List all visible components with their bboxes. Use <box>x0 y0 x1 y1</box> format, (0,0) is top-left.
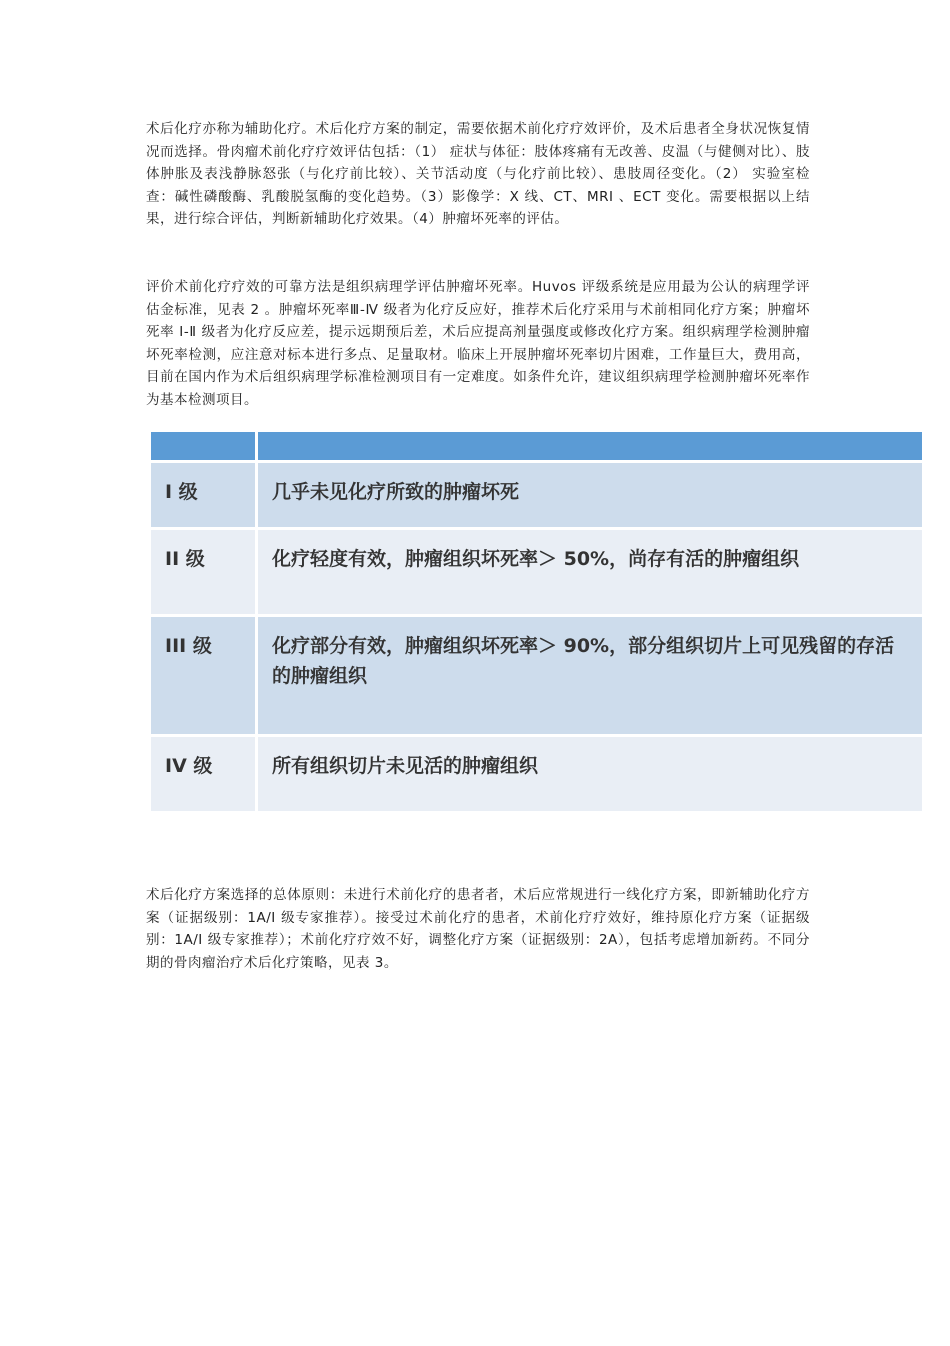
description-cell: 化疗轻度有效，肿瘤组织坏死率＞ 50%，尚存有活的肿瘤组织 <box>257 529 923 616</box>
huvos-grading-table <box>151 432 922 811</box>
description-cell: 几乎未见化疗所致的肿瘤坏死 <box>257 462 923 529</box>
grade-cell: II 级 <box>151 529 257 616</box>
description-cell: 所有组织切片未见活的肿瘤组织 <box>257 736 923 812</box>
table-row <box>151 616 922 736</box>
description-cell: 化疗部分有效，肿瘤组织坏死率＞ 90%，部分组织切片上可见残留的存活的肿瘤组织 <box>257 616 923 736</box>
grade-cell: IV 级 <box>151 736 257 812</box>
paragraph-postop-chemo-principles: 术后化疗方案选择的总体原则：未进行术前化疗的患者者，术后应常规进行一线化疗方案，即新辅助化疗方案（证据级别：1A/I 级专家推荐）。接受过术前化疗的患者，术前化疗疗效好，维持原化疗方案（证据级别：1A/I 级专家推荐）；术前化疗疗效不好，调整化疗方案（证据级别：2A），包括考虑增加新药。不同分期的骨肉瘤治疗术后化疗策略，见表 3。 <box>146 887 810 971</box>
paragraph-necrosis-evaluation: 评价术前化疗疗效的可靠方法是组织病理学评估肿瘤坏死率。Huvos 评级系统是应用最为公认的病理学评估金标准，见表 2 。肿瘤坏死率Ⅲ-Ⅳ 级者为化疗反应好，推荐术后化疗采用与术前相同化疗方案；肿瘤坏死率 Ⅰ-Ⅱ 级者为化疗反应差，提示远期预后差，术后应提高剂量强度或修改化疗方案。组织病理学检测肿瘤坏死率检测，应注意对标本进行多点、足量取材。临床上开展肿瘤坏死率切片困难，工作量巨大，费用高， 目前在国内作为术后组织病理学标准检测项目有一定难度。如条件允许，建议组织病理学检测肿瘤坏死率作为基本检测项目。 <box>146 279 810 408</box>
table-header-row <box>151 432 922 462</box>
table-row <box>151 462 922 529</box>
table-row <box>151 529 922 616</box>
grade-cell: I 级 <box>151 462 257 529</box>
table-header-cell-grade <box>151 432 257 462</box>
table-row <box>151 736 922 812</box>
paragraph-adjuvant-chemo-intro: 术后化疗亦称为辅助化疗。术后化疗方案的制定，需要依据术前化疗疗效评价，及术后患者全身状况恢复情况而选择。骨肉瘤术前化疗疗效评估包括：（1） 症状与体征：肢体疼痛有无改善、皮温（与健侧对比）、肢体肿胀及表浅静脉怒张（与化疗前比较）、关节活动度（与化疗前比较）、患肢周径变化。（2） 实验室检查：碱性磷酸酶、乳酸脱氢酶的变化趋势。（3）影像学：X 线、CT、MRI 、ECT 变化。需要根据以上结果，进行综合评估，判断新辅助化疗效果。（4）肿瘤坏死率的评估。 <box>146 121 810 227</box>
grade-cell: III 级 <box>151 616 257 736</box>
table-header-cell-description <box>257 432 923 462</box>
